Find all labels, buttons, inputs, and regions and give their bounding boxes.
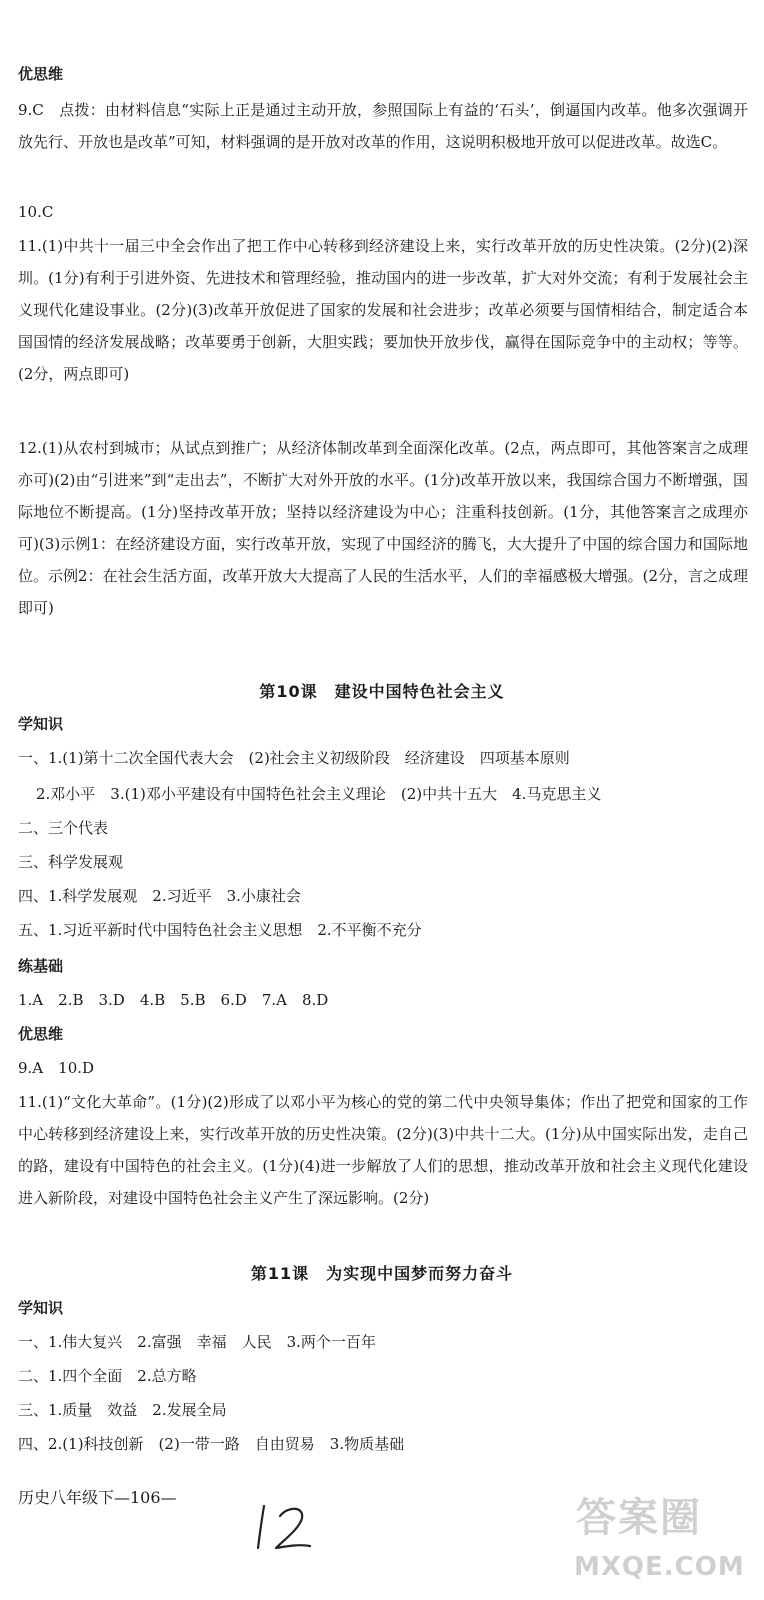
thinking-answers-9-10: 9.A 10.D	[18, 1059, 95, 1077]
lesson-11-part-2: 二、1.四个全面 2.总方略	[18, 1367, 197, 1385]
knowledge-part-2: 二、三个代表	[18, 819, 109, 837]
knowledge-part-1: 一、1.(1)第十二次全国代表大会 (2)社会主义初级阶段 经济建设 四项基本原则	[18, 749, 570, 767]
handwritten-page-number	[250, 1496, 320, 1556]
watermark-logo-text: 答案圈	[576, 1495, 702, 1541]
knowledge-part-4: 四、1.科学发展观 2.习近平 3.小康社会	[18, 887, 301, 905]
lesson-10-title: 第10课 建设中国特色社会主义	[259, 682, 505, 701]
knowledge-part-3: 三、科学发展观	[18, 853, 124, 871]
lesson-11-part-1: 一、1.伟大复兴 2.富强 幸福 人民 3.两个一百年	[18, 1333, 376, 1351]
section-heading-knowledge: 学知识	[18, 715, 64, 733]
answer-10: 10.C	[18, 203, 54, 221]
lesson-11-title: 第11课 为实现中国梦而努力奋斗	[250, 1264, 514, 1283]
answer-12: 12.(1)从农村到城市；从试点到推广；从经济体制改革到全面深化改革。(2点，两点即可，其他答案言之成理亦可)(2)由“引进来”到“走出去”，不断扩大对外开放的水平。(1分)改革开放以来，我国综合国力不断增强，国际地位不断提高。(1分)坚持改革开放；坚持以经济建设为中心；注重科技创新。(1分，其他答案言之成理亦可)(3)示例1：在经济建设方面，实行改革开放，实现了中国经济的腾飞，大大提升了中国的综合国力和国际地位。示例2：在社会生活方面，改革开放大大提高了人民的生活水平，人们的幸福感极大增强。(2分，言之成理即可)	[18, 439, 748, 617]
page-footer: 历史八年级下—106—	[18, 1488, 177, 1507]
watermark-domain: MXQE.COM	[574, 1552, 745, 1582]
section-heading-thinking-2: 优思维	[18, 1025, 64, 1043]
section-heading-knowledge-2: 学知识	[18, 1299, 64, 1317]
basics-answers: 1.A 2.B 3.D 4.B 5.B 6.D 7.A 8.D	[18, 991, 329, 1009]
section-heading-thinking: 优思维	[18, 65, 64, 83]
thinking-answer-11: 11.(1)“文化大革命”。(1分)(2)形成了以邓小平为核心的党的第二代中央领导集体；作出了把党和国家的工作中心转移到经济建设上来，实行改革开放的历史性决策。(2分)(3)中共十二大。(1分)从中国实际出发，走自己的路，建设有中国特色的社会主义。(1分)(4)进一步解放了人们的思想，推动改革开放和社会主义现代化建设进入新阶段，对建设中国特色社会主义产生了深远影响。(2分)	[18, 1093, 748, 1207]
lesson-11-part-3: 三、1.质量 效益 2.发展全局	[18, 1401, 227, 1419]
section-heading-basics: 练基础	[18, 957, 64, 975]
site-watermark	[566, 1492, 756, 1594]
lesson-11-part-4: 四、2.(1)科技创新 (2)一带一路 自由贸易 3.物质基础	[18, 1435, 405, 1453]
knowledge-part-5: 五、1.习近平新时代中国特色社会主义思想 2.不平衡不充分	[18, 921, 422, 939]
knowledge-part-1-cont: 2.邓小平 3.(1)邓小平建设有中国特色社会主义理论 (2)中共十五大 4.马克思主义	[36, 785, 602, 803]
answer-11: 11.(1)中共十一届三中全会作出了把工作中心转移到经济建设上来，实行改革开放的历史性决策。(2分)(2)深圳。(1分)有利于引进外资、先进技术和管理经验，推动国内的进一步改革，扩大对外交流；有利于发展社会主义现代化建设事业。(2分)(3)改革开放促进了国家的发展和社会进步；改革必须要与国情相结合，制定适合本国国情的经济发展战略；改革要勇于创新，大胆实践；要加快开放步伐，赢得在国际竞争中的主动权；等等。(2分，两点即可)	[18, 237, 748, 383]
answer-9: 9.C 点拨：由材料信息“实际上正是通过主动开放，参照国际上有益的‘石头’，倒逼国内改革。他多次强调开放先行、开放也是改革”可知，材料强调的是开放对改革的作用，这说明积极地开放可以促进改革。故选C。	[18, 101, 748, 151]
